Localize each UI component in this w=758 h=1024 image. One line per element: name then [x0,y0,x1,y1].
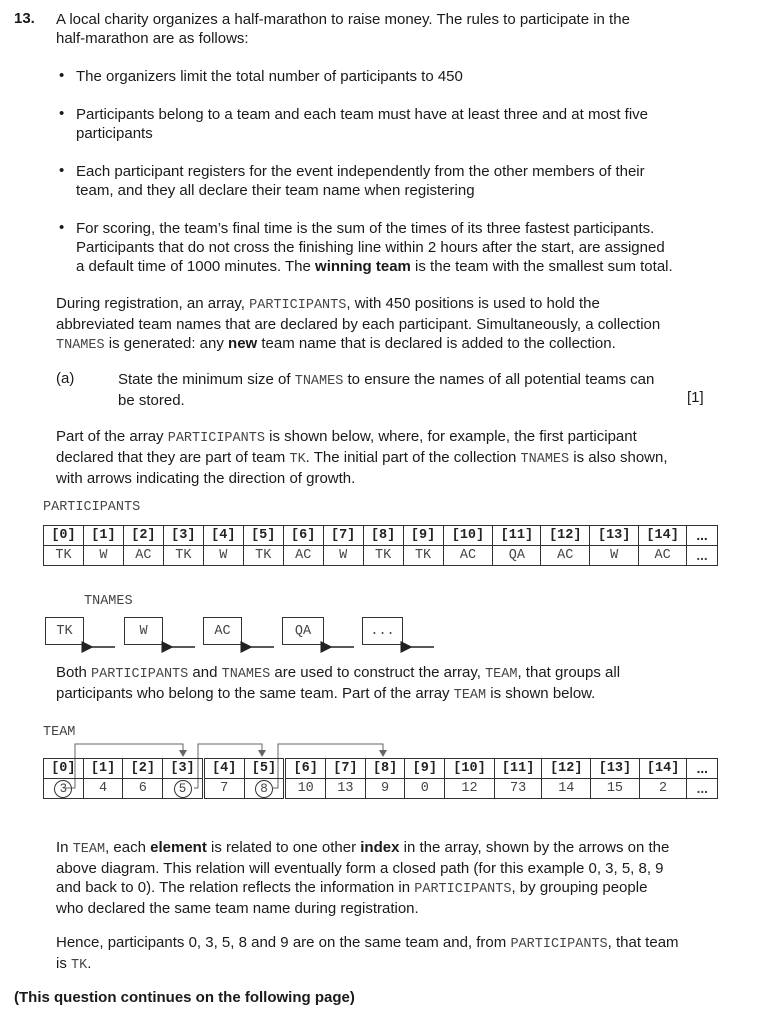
team-value-cell-2: 6 [123,779,163,799]
team-index-cell-12: [12] [542,759,591,779]
registration-line-2: abbreviated team names that are declared by each participant. Simultaneously, a collection [56,316,661,333]
team-index-cell-0: [0] [44,759,84,779]
tnames-item-1: W [124,617,163,645]
relation-line-4: who declared the same team name during registration. [56,900,419,917]
intro-line-2: half-marathon are as follows: [56,30,249,47]
participants-index-cell-10: [10] [443,526,493,546]
bullet-2-line-2: participants [76,125,153,142]
team-index-cell-14: [14] [639,759,687,779]
tnames-item-3: QA [282,617,324,645]
team-index-cell-9: [9] [405,759,445,779]
relation-paragraph [56,838,746,918]
participants-value-cell-15: ... [687,546,718,566]
hence-paragraph [56,933,746,975]
participants-index-cell-15: ... [687,526,718,546]
shown-line-2: declared that they are part of team TK. The initial part of the collection TNAMES is also shown, [56,449,668,467]
question-number: 13. [14,10,35,27]
team-value-cell-11: 73 [494,779,542,799]
participants-index-cell-14: [14] [639,526,687,546]
team-index-cell-4: [4] [203,759,244,779]
team-label: TEAM [43,725,76,740]
team-value-cell-3 [163,779,204,799]
registration-line-3: TNAMES is generated: any new team name that is declared is added to the collection. [56,335,616,353]
team-value-cell-1: 4 [83,779,123,799]
circled-value: 8 [255,780,273,798]
team-index-row [44,759,718,779]
team-value-row [44,779,718,799]
participants-value-cell-1: W [83,546,123,566]
winning-team-term: winning team [315,258,411,275]
both-line-1: Both PARTICIPANTS and TNAMES are used to construct the array, TEAM, that groups all [56,664,621,682]
bullet-2-line-1: Participants belong to a team and each team must have at least three and at most five [76,106,648,123]
participants-value-cell-12: AC [541,546,590,566]
circled-value: 3 [54,780,72,798]
part-a-marks: [1] [687,389,704,406]
relation-line-1: In TEAM, each element is related to one other index in the array, shown by the arrows on the [56,839,670,857]
continuation-note: (This question continues on the following page) [14,989,355,1006]
registration-line-1: During registration, an array, PARTICIPANTS, with 450 positions is used to hold the [56,295,600,313]
participants-value-cell-0: TK [44,546,84,566]
shown-line-1: Part of the array PARTICIPANTS is shown below, where, for example, the first participant [56,428,637,446]
team-value-cell-4: 7 [203,779,244,799]
team-index-cell-5: [5] [244,759,285,779]
bullet-dot-4: • [59,219,65,236]
bullet-dot-3: • [59,162,65,179]
participants-index-cell-11: [11] [493,526,541,546]
participants-index-cell-9: [9] [403,526,443,546]
team-value-cell-5 [244,779,285,799]
participants-index-cell-8: [8] [363,526,403,546]
relation-line-3: and back to 0). The relation reflects the information in PARTICIPANTS, by grouping people [56,879,648,897]
participants-value-cell-11: QA [493,546,541,566]
participants-value-cell-13: W [590,546,639,566]
tnames-item-2: AC [203,617,242,645]
participants-value-cell-2: AC [123,546,163,566]
team-value-cell-13: 15 [591,779,640,799]
team-index-cell-15: ... [687,759,718,779]
participants-value-cell-8: TK [363,546,403,566]
link-3-to-5-head [258,750,266,757]
participants-index-cell-1: [1] [83,526,123,546]
team-index-cell-13: [13] [591,759,640,779]
both-line-2: participants who belong to the same team. Part of the array TEAM is shown below. [56,685,596,703]
team-index-cell-6: [6] [285,759,326,779]
participants-value-cell-9: TK [403,546,443,566]
link-5-to-8-head [379,750,387,757]
shown-line-3: with arrows indicating the direction of growth. [56,470,356,487]
participants-value-cell-6: AC [283,546,323,566]
participants-value-cell-3: TK [163,546,203,566]
participants-index-cell-5: [5] [243,526,283,546]
tnames-item-4: ... [362,617,403,645]
circled-value: 5 [174,780,192,798]
hence-line-1: Hence, participants 0, 3, 5, 8 and 9 are on the same team and, from PARTICIPANTS, that team [56,934,679,952]
bullet-3-line-1: Each participant registers for the event independently from the other members of their [76,163,645,180]
bullet-4-line-3: a default time of 1000 minutes. The winning team is the team with the smallest sum total. [76,258,673,275]
participants-value-cell-4: W [203,546,243,566]
part-a-label: (a) [56,370,75,387]
part-a-line-1: State the minimum size of TNAMES to ensure the names of all potential teams can [118,371,655,389]
team-value-cell-6: 10 [285,779,326,799]
team-index-cell-8: [8] [365,759,405,779]
participants-value-cell-10: AC [443,546,493,566]
participants-index-cell-7: [7] [323,526,363,546]
bullet-3-line-2: team, and they all declare their team name when registering [76,182,475,199]
team-index-cell-7: [7] [326,759,366,779]
bullet-dot-2: • [59,105,65,122]
bullet-4-line-1: For scoring, the team’s final time is the sum of the times of its three fastest participants. [76,220,655,237]
participants-value-cell-7: W [323,546,363,566]
team-value-cell-12: 14 [542,779,591,799]
tnames-item-0: TK [45,617,84,645]
team-index-cell-10: [10] [445,759,495,779]
bullet-dot-1: • [59,67,65,84]
link-0-to-3-head [179,750,187,757]
team-value-cell-9: 0 [405,779,445,799]
part-a-line-2: be stored. [118,392,185,409]
tnames-label: TNAMES [84,594,133,609]
team-value-cell-8: 9 [365,779,405,799]
team-value-cell-7: 13 [326,779,366,799]
team-index-cell-1: [1] [83,759,123,779]
participants-value-cell-14: AC [639,546,687,566]
intro-line-1: A local charity organizes a half-marathon to raise money. The rules to participate in the [56,11,630,28]
relation-line-2: above diagram. This relation will eventually form a closed path (for this example 0, 3, 5, 8, 9 [56,860,664,877]
participants-index-cell-12: [12] [541,526,590,546]
participants-index-cell-4: [4] [203,526,243,546]
team-value-cell-0 [44,779,84,799]
team-value-cell-15: ... [687,779,718,799]
participants-index-cell-3: [3] [163,526,203,546]
hence-line-2: is TK. [56,955,92,973]
team-value-cell-14: 2 [639,779,687,799]
team-index-cell-2: [2] [123,759,163,779]
bullet-4-line-2: Participants that do not cross the finishing line within 2 hours after the start, are assigned [76,239,665,256]
participants-index-cell-2: [2] [123,526,163,546]
participants-label: PARTICIPANTS [43,500,141,515]
participants-index-cell-6: [6] [283,526,323,546]
participants-index-cell-0: [0] [44,526,84,546]
team-array [43,758,718,799]
team-index-cell-11: [11] [494,759,542,779]
participants-index-cell-13: [13] [590,526,639,546]
bullet-1-line-1: The organizers limit the total number of participants to 450 [76,68,463,85]
team-index-cell-3: [3] [163,759,204,779]
team-value-cell-10: 12 [445,779,495,799]
participants-value-cell-5: TK [243,546,283,566]
